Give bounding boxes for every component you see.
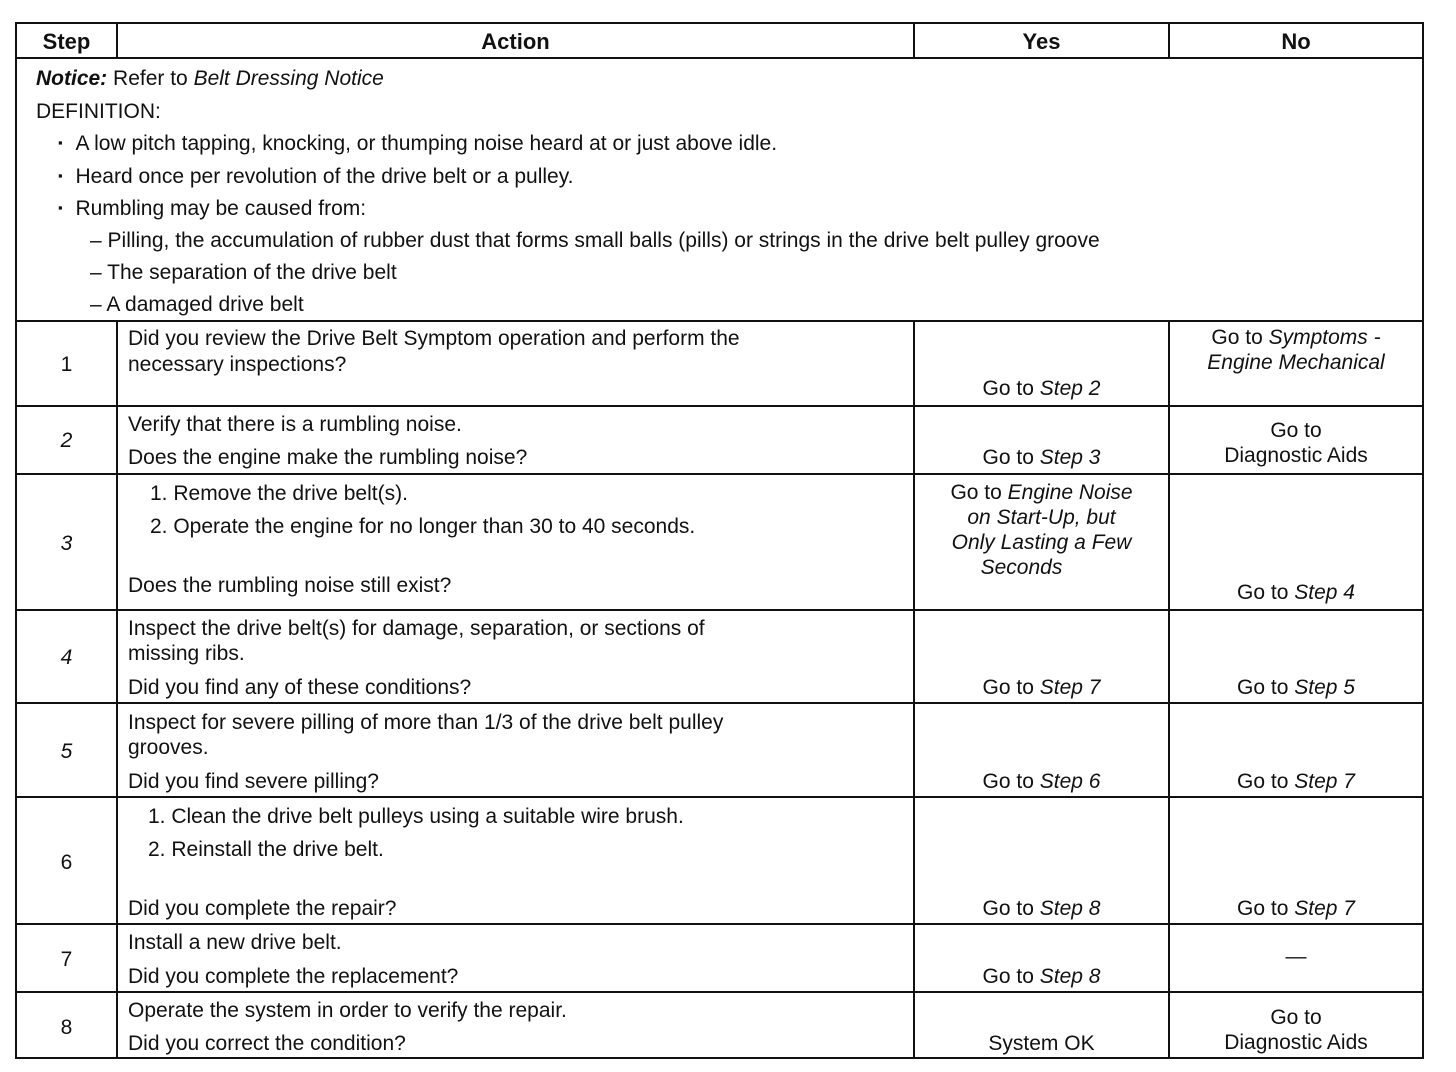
action-question: Did you find any of these conditions? [128, 676, 472, 699]
action-item: 1. Remove the drive belt(s). [150, 482, 408, 505]
no-result: — [1285, 945, 1307, 968]
step-link[interactable]: Step 3 [1039, 446, 1101, 469]
action-question: Does the rumbling noise still exist? [128, 574, 452, 597]
step-link[interactable]: Step 7 [1294, 897, 1355, 920]
bullet-icon: ▪ [58, 200, 63, 215]
header-action: Action [481, 29, 550, 54]
bullet-item [58, 131, 777, 158]
action-text: Did you review the Drive Belt Symptom operation and perform the [128, 327, 740, 350]
no-result: Go to Diagnostic Aids [1170, 1005, 1422, 1055]
no-result: Go to Step 4 [1237, 581, 1355, 604]
action-question: Did you complete the replacement? [128, 965, 459, 988]
action-question: Did you find severe pilling? [128, 770, 379, 793]
action-text: Inspect the drive belt(s) for damage, separation, or sections of [128, 617, 705, 640]
bullet-text: Heard once per revolution of the drive belt or a pulley. [75, 165, 574, 188]
action-text: missing ribs. [128, 642, 245, 665]
bullet-icon: ▪ [58, 135, 63, 150]
step-link[interactable]: Step 4 [1294, 581, 1355, 604]
rule [17, 405, 1422, 407]
no-result: Go to Diagnostic Aids [1170, 418, 1422, 468]
sub-item-text: The separation of the drive belt [107, 261, 397, 284]
rule [17, 473, 1422, 475]
step-link[interactable]: Step 5 [1294, 676, 1355, 699]
yes-result: System OK [988, 1032, 1095, 1055]
step-number: 5 [60, 740, 73, 763]
definition-label: DEFINITION: [36, 100, 161, 123]
diagnostic-aids-link[interactable]: Diagnostic Aids [1224, 444, 1368, 467]
sub-item-text: Pilling, the accumulation of rubber dust that forms small balls (pills) or strings in the drive belt pulley groove [107, 229, 1100, 252]
yes-result: Go to Step 8 [982, 965, 1101, 988]
dash-icon: – [90, 229, 102, 252]
no-result: Go to Step 5 [1237, 676, 1355, 699]
rule [17, 320, 1422, 322]
sub-item [90, 260, 397, 285]
bullet-text: Rumbling may be caused from: [75, 197, 367, 220]
step-link[interactable]: Step 8 [1039, 897, 1101, 920]
bullet-item [58, 196, 366, 223]
yes-result: Go to Step 3 [982, 446, 1101, 469]
action-item: 2. Reinstall the drive belt. [148, 838, 384, 861]
sub-item-text: A damaged drive belt [106, 293, 304, 316]
action-text: Inspect for severe pilling of more than 1/3 of the drive belt pulley [128, 711, 724, 734]
bullet-item [58, 164, 574, 191]
step-number: 3 [60, 532, 73, 555]
dash-icon: – [90, 261, 102, 284]
no-result: Go to Symptoms - Engine Mechanical [1170, 325, 1422, 375]
rule [17, 57, 1422, 59]
step-link[interactable]: Step 7 [1039, 676, 1101, 699]
notice-line [36, 66, 384, 91]
action-question: Does the engine make the rumbling noise? [128, 446, 528, 469]
symptoms-link[interactable]: Symptoms - [1268, 326, 1381, 349]
no-result: Go to Step 7 [1237, 770, 1355, 793]
step-link[interactable]: Step 6 [1039, 770, 1101, 793]
no-result: Go to Step 7 [1237, 897, 1355, 920]
step-number: 6 [60, 851, 73, 874]
dash-icon: – [90, 293, 102, 316]
engine-noise-link[interactable]: Only Lasting a Few [951, 531, 1132, 554]
step-link[interactable]: Step 8 [1039, 965, 1101, 988]
rule [17, 796, 1422, 798]
header-step: Step [42, 29, 91, 54]
action-question: Did you complete the repair? [128, 897, 397, 920]
notice-reference: Belt Dressing Notice [193, 67, 384, 90]
engine-noise-link[interactable]: Seconds [980, 556, 1063, 579]
step-link[interactable]: Step 7 [1294, 770, 1355, 793]
yes-result: Go to Step 8 [982, 897, 1101, 920]
step-link[interactable]: Step 2 [1039, 377, 1101, 400]
yes-result: Go to Step 6 [982, 770, 1101, 793]
action-text: grooves. [128, 736, 209, 759]
diagnostic-aids-link[interactable]: Diagnostic Aids [1224, 1031, 1368, 1054]
action-text: Operate the system in order to verify the repair. [128, 999, 567, 1022]
action-item: 2. Operate the engine for no longer than 30 to 40 seconds. [150, 515, 696, 538]
yes-result: Go to Engine Noise on Start-Up, but Only Lasting a Few Seconds [915, 480, 1168, 580]
action-question: Did you correct the condition? [128, 1032, 406, 1055]
bullet-icon: ▪ [58, 168, 63, 183]
action-item: 1. Clean the drive belt pulleys using a suitable wire brush. [148, 805, 684, 828]
step-number: 7 [60, 948, 73, 971]
diagnostic-table [15, 22, 1424, 1059]
bullet-text: A low pitch tapping, knocking, or thumping noise heard at or just above idle. [75, 132, 778, 155]
notice-label: Notice: [36, 67, 108, 90]
rule [17, 923, 1422, 925]
rule [116, 320, 118, 1057]
rule [17, 609, 1422, 611]
step-number: 2 [60, 429, 73, 452]
action-text: necessary inspections? [128, 353, 347, 376]
engine-noise-link[interactable]: Engine Noise [1007, 481, 1133, 504]
sub-item [90, 292, 304, 317]
yes-result: Go to Step 7 [982, 676, 1101, 699]
symptoms-link[interactable]: Engine Mechanical [1207, 351, 1385, 374]
rule [17, 991, 1422, 993]
action-text: Verify that there is a rumbling noise. [128, 413, 462, 436]
notice-text: Refer to [107, 67, 194, 90]
action-text: Install a new drive belt. [128, 931, 342, 954]
rule [17, 702, 1422, 704]
header-no: No [1281, 29, 1311, 54]
step-number: 8 [60, 1016, 73, 1039]
sub-item [90, 228, 1100, 253]
header-yes: Yes [1022, 29, 1061, 54]
step-number: 4 [60, 646, 73, 669]
step-number: 1 [60, 353, 73, 376]
engine-noise-link[interactable]: on Start-Up, but [967, 506, 1116, 529]
yes-result: Go to Step 2 [982, 377, 1101, 400]
